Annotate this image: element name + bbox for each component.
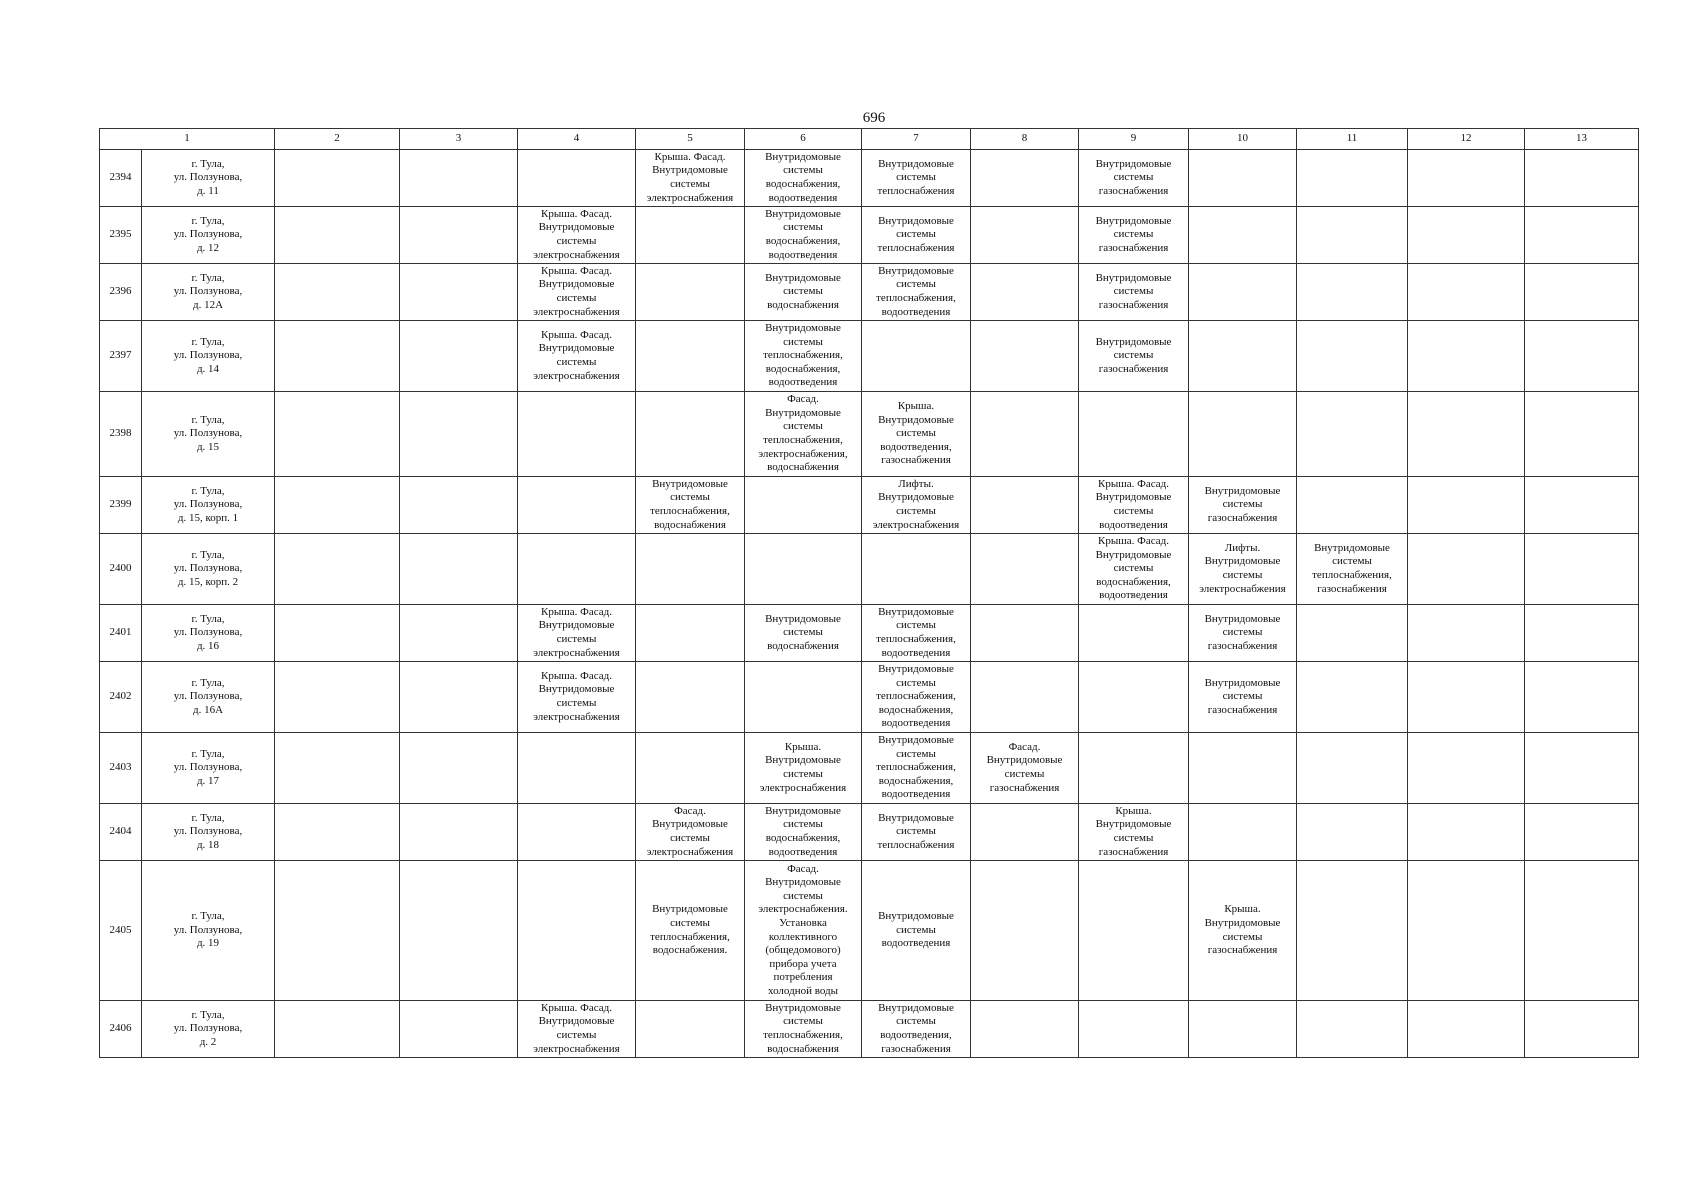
work-text: Внутридомовые системы водоснабжения	[765, 271, 841, 311]
work-cell-c9	[1079, 804, 1189, 861]
row-number: 2399	[100, 477, 142, 534]
work-cell-c8	[971, 605, 1079, 662]
work-cell-c2	[275, 1001, 400, 1058]
work-cell-c11	[1297, 861, 1408, 1001]
work-cell-c11	[1297, 207, 1408, 264]
work-text: Крыша. Фасад. Внутридомовые системы электроснабжения	[533, 1001, 620, 1055]
work-cell-c13	[1525, 605, 1639, 662]
work-cell-c9	[1079, 392, 1189, 477]
work-text: Фасад. Внутридомовые системы электроснабжения. Установка коллективного (общедомового) прибора учета потребления холодной воды	[758, 862, 848, 997]
column-header: 2	[275, 129, 400, 150]
work-text: Внутридомовые системы водоснабжения	[765, 612, 841, 652]
work-text: Внутридомовые системы газоснабжения	[1204, 612, 1281, 652]
work-text: Внутридомовые системы водоснабжения, водоотведения	[765, 150, 841, 204]
work-cell-c8	[971, 477, 1079, 534]
column-header: 13	[1525, 129, 1639, 150]
work-cell-c12	[1408, 605, 1525, 662]
work-text: Крыша. Фасад. Внутридомовые системы электроснабжения	[533, 605, 620, 659]
work-cell-c6	[745, 1001, 862, 1058]
page-number	[0, 109, 1697, 127]
work-cell-c6	[745, 207, 862, 264]
work-text: Лифты. Внутридомовые системы электроснабжения	[1199, 541, 1286, 595]
work-cell-c4	[518, 861, 636, 1001]
work-cell-c11	[1297, 321, 1408, 392]
table-row	[100, 321, 1639, 392]
work-cell-c5	[636, 534, 745, 605]
work-cell-c13	[1525, 733, 1639, 804]
address-text: г. Тула, ул. Ползунова, д. 15	[173, 413, 243, 453]
work-cell-c13	[1525, 534, 1639, 605]
work-text: Фасад. Внутридомовые системы электроснабжения	[646, 804, 734, 858]
work-cell-c9	[1079, 207, 1189, 264]
address-cell	[142, 605, 275, 662]
column-header: 9	[1079, 129, 1189, 150]
column-header: 6	[745, 129, 862, 150]
work-cell-c4	[518, 207, 636, 264]
work-text: Внутридомовые системы газоснабжения	[1095, 271, 1172, 311]
column-header: 12	[1408, 129, 1525, 150]
row-number: 2398	[100, 392, 142, 477]
column-header: 8	[971, 129, 1079, 150]
work-cell-c2	[275, 804, 400, 861]
work-cell-c4	[518, 1001, 636, 1058]
table-row	[100, 392, 1639, 477]
work-cell-c2	[275, 207, 400, 264]
work-cell-c4	[518, 392, 636, 477]
work-cell-c3	[400, 662, 518, 733]
column-header: 7	[862, 129, 971, 150]
address-text: г. Тула, ул. Ползунова, д. 17	[173, 747, 243, 787]
work-text: Крыша. Внутридомовые системы газоснабжения	[1095, 804, 1172, 858]
work-cell-c6	[745, 264, 862, 321]
work-cell-c11	[1297, 804, 1408, 861]
work-cell-c2	[275, 534, 400, 605]
work-cell-c5	[636, 392, 745, 477]
work-cell-c5	[636, 321, 745, 392]
work-cell-c7	[862, 861, 971, 1001]
row-number: 2403	[100, 733, 142, 804]
work-cell-c7	[862, 150, 971, 207]
table-row	[100, 477, 1639, 534]
work-cell-c7	[862, 733, 971, 804]
work-cell-c6	[745, 662, 862, 733]
work-cell-c8	[971, 662, 1079, 733]
row-number: 2402	[100, 662, 142, 733]
work-cell-c8	[971, 392, 1079, 477]
work-cell-c2	[275, 733, 400, 804]
table-row	[100, 1001, 1639, 1058]
work-cell-c13	[1525, 150, 1639, 207]
work-cell-c5	[636, 662, 745, 733]
work-cell-c12	[1408, 534, 1525, 605]
work-cell-c6	[745, 534, 862, 605]
work-cell-c7	[862, 1001, 971, 1058]
work-cell-c6	[745, 392, 862, 477]
work-text: Лифты. Внутридомовые системы электроснабжения	[872, 477, 960, 531]
work-cell-c5	[636, 264, 745, 321]
work-cell-c12	[1408, 150, 1525, 207]
table-row	[100, 207, 1639, 264]
work-cell-c11	[1297, 264, 1408, 321]
address-cell	[142, 477, 275, 534]
address-cell	[142, 392, 275, 477]
work-cell-c3	[400, 605, 518, 662]
work-text: Внутридомовые системы теплоснабжения, водоснабжения, водоотведения	[763, 322, 843, 389]
work-cell-c6	[745, 477, 862, 534]
column-header: 5	[636, 129, 745, 150]
work-cell-c3	[400, 392, 518, 477]
work-cell-c11	[1297, 150, 1408, 207]
work-text: Внутридомовые системы газоснабжения	[1095, 157, 1172, 197]
address-cell	[142, 207, 275, 264]
work-text: Крыша. Фасад. Внутридомовые системы электроснабжения	[646, 150, 734, 204]
work-cell-c3	[400, 733, 518, 804]
work-cell-c13	[1525, 1001, 1639, 1058]
page-number-text: 696	[862, 110, 886, 126]
repair-plan-table	[99, 128, 1639, 1058]
work-cell-c6	[745, 733, 862, 804]
address-text: г. Тула, ул. Ползунова, д. 2	[173, 1008, 243, 1048]
work-cell-c11	[1297, 477, 1408, 534]
work-cell-c10	[1189, 861, 1297, 1001]
work-cell-c3	[400, 1001, 518, 1058]
work-cell-c8	[971, 804, 1079, 861]
work-cell-c11	[1297, 392, 1408, 477]
work-cell-c12	[1408, 321, 1525, 392]
work-cell-c4	[518, 150, 636, 207]
work-cell-c11	[1297, 1001, 1408, 1058]
address-cell	[142, 264, 275, 321]
work-cell-c12	[1408, 861, 1525, 1001]
work-text: Внутридомовые системы водоотведения	[878, 910, 954, 950]
work-cell-c13	[1525, 861, 1639, 1001]
work-cell-c3	[400, 207, 518, 264]
work-text: Внутридомовые системы теплоснабжения, водоотведения	[876, 605, 956, 659]
work-text: Внутридомовые системы теплоснабжения, водоснабжения.	[650, 903, 730, 957]
row-number: 2401	[100, 605, 142, 662]
address-text: г. Тула, ул. Ползунова, д. 11	[173, 157, 243, 197]
work-cell-c7	[862, 392, 971, 477]
work-cell-c8	[971, 264, 1079, 321]
work-cell-c12	[1408, 207, 1525, 264]
work-cell-c5	[636, 605, 745, 662]
work-cell-c13	[1525, 264, 1639, 321]
address-text: г. Тула, ул. Ползунова, д. 14	[173, 335, 243, 375]
address-text: г. Тула, ул. Ползунова, д. 18	[173, 811, 243, 851]
work-cell-c8	[971, 321, 1079, 392]
table-row	[100, 861, 1639, 1001]
work-cell-c2	[275, 321, 400, 392]
column-header: 3	[400, 129, 518, 150]
work-cell-c3	[400, 477, 518, 534]
work-cell-c9	[1079, 477, 1189, 534]
row-number: 2397	[100, 321, 142, 392]
work-cell-c5	[636, 861, 745, 1001]
work-cell-c3	[400, 804, 518, 861]
work-cell-c4	[518, 605, 636, 662]
work-cell-c10	[1189, 605, 1297, 662]
work-text: Крыша. Фасад. Внутридомовые системы электроснабжения	[533, 328, 620, 382]
work-cell-c5	[636, 804, 745, 861]
work-cell-c10	[1189, 321, 1297, 392]
work-cell-c10	[1189, 1001, 1297, 1058]
row-number: 2396	[100, 264, 142, 321]
work-cell-c6	[745, 804, 862, 861]
work-cell-c7	[862, 207, 971, 264]
work-cell-c6	[745, 861, 862, 1001]
work-cell-c13	[1525, 207, 1639, 264]
work-cell-c7	[862, 264, 971, 321]
work-text: Крыша. Фасад. Внутридомовые системы водоотведения	[1095, 477, 1172, 531]
work-cell-c7	[862, 321, 971, 392]
row-number: 2400	[100, 534, 142, 605]
work-cell-c3	[400, 264, 518, 321]
work-cell-c5	[636, 1001, 745, 1058]
work-cell-c13	[1525, 392, 1639, 477]
column-header: 1	[100, 129, 275, 150]
address-cell	[142, 1001, 275, 1058]
work-text: Крыша. Внутридомовые системы электроснабжения	[759, 740, 847, 794]
work-text: Крыша. Фасад. Внутридомовые системы электроснабжения	[533, 207, 620, 261]
work-text: Внутридомовые системы теплоснабжения, газоснабжения	[1312, 541, 1392, 595]
address-cell	[142, 733, 275, 804]
work-cell-c5	[636, 207, 745, 264]
work-cell-c4	[518, 321, 636, 392]
column-header: 10	[1189, 129, 1297, 150]
work-cell-c4	[518, 534, 636, 605]
work-text: Внутридомовые системы теплоснабжения	[877, 157, 955, 197]
work-cell-c2	[275, 662, 400, 733]
work-cell-c13	[1525, 662, 1639, 733]
work-cell-c4	[518, 477, 636, 534]
work-cell-c12	[1408, 662, 1525, 733]
column-header: 4	[518, 129, 636, 150]
table-row	[100, 264, 1639, 321]
address-text: г. Тула, ул. Ползунова, д. 16А	[173, 676, 243, 716]
work-text: Крыша. Внутридомовые системы газоснабжения	[1204, 903, 1281, 957]
row-number: 2394	[100, 150, 142, 207]
work-cell-c6	[745, 321, 862, 392]
work-cell-c10	[1189, 264, 1297, 321]
work-cell-c11	[1297, 534, 1408, 605]
work-cell-c10	[1189, 534, 1297, 605]
work-cell-c5	[636, 150, 745, 207]
work-cell-c10	[1189, 733, 1297, 804]
address-cell	[142, 662, 275, 733]
address-cell	[142, 534, 275, 605]
work-text: Внутридомовые системы газоснабжения	[1204, 676, 1281, 716]
work-cell-c8	[971, 733, 1079, 804]
address-text: г. Тула, ул. Ползунова, д. 16	[173, 612, 243, 652]
work-text: Внутридомовые системы теплоснабжения, водоснабжения, водоотведения	[876, 734, 956, 801]
work-cell-c8	[971, 207, 1079, 264]
work-cell-c4	[518, 733, 636, 804]
work-cell-c10	[1189, 477, 1297, 534]
work-cell-c8	[971, 534, 1079, 605]
work-cell-c8	[971, 1001, 1079, 1058]
address-cell	[142, 321, 275, 392]
work-cell-c4	[518, 662, 636, 733]
table-header-row	[100, 129, 1639, 150]
work-cell-c3	[400, 150, 518, 207]
work-text: Внутридомовые системы теплоснабжения, водоснабжения	[650, 477, 730, 531]
work-cell-c11	[1297, 733, 1408, 804]
work-text: Крыша. Внутридомовые системы водоотведения, газоснабжения	[878, 400, 954, 467]
work-cell-c3	[400, 321, 518, 392]
work-cell-c3	[400, 534, 518, 605]
work-text: Внутридомовые системы теплоснабжения, водоотведения	[876, 264, 956, 318]
work-text: Внутридомовые системы водоотведения, газоснабжения	[878, 1001, 954, 1055]
table-row	[100, 150, 1639, 207]
work-text: Крыша. Фасад. Внутридомовые системы водоснабжения, водоотведения	[1095, 535, 1172, 602]
work-text: Внутридомовые системы теплоснабжения, водоснабжения	[763, 1001, 843, 1055]
work-cell-c2	[275, 392, 400, 477]
work-text: Внутридомовые системы теплоснабжения, водоснабжения, водоотведения	[876, 663, 956, 730]
work-text: Крыша. Фасад. Внутридомовые системы электроснабжения	[533, 669, 620, 723]
work-text: Внутридомовые системы водоснабжения, водоотведения	[765, 207, 841, 261]
work-cell-c11	[1297, 662, 1408, 733]
work-cell-c9	[1079, 605, 1189, 662]
work-text: Внутридомовые системы теплоснабжения	[877, 214, 955, 254]
row-number: 2406	[100, 1001, 142, 1058]
table-body	[100, 129, 1639, 1058]
work-cell-c7	[862, 605, 971, 662]
work-text: Внутридомовые системы газоснабжения	[1095, 335, 1172, 375]
address-cell	[142, 804, 275, 861]
table-row	[100, 733, 1639, 804]
work-cell-c10	[1189, 150, 1297, 207]
work-cell-c10	[1189, 662, 1297, 733]
work-text: Фасад. Внутридомовые системы газоснабжения	[986, 740, 1063, 794]
work-text: Крыша. Фасад. Внутридомовые системы электроснабжения	[533, 264, 620, 318]
address-text: г. Тула, ул. Ползунова, д. 12	[173, 214, 243, 254]
work-cell-c3	[400, 861, 518, 1001]
work-cell-c9	[1079, 321, 1189, 392]
table-row	[100, 662, 1639, 733]
work-cell-c10	[1189, 207, 1297, 264]
work-cell-c13	[1525, 477, 1639, 534]
work-text: Внутридомовые системы газоснабжения	[1095, 214, 1172, 254]
address-text: г. Тула, ул. Ползунова, д. 12А	[173, 271, 243, 311]
work-cell-c11	[1297, 605, 1408, 662]
address-text: г. Тула, ул. Ползунова, д. 19	[173, 910, 243, 950]
row-number: 2395	[100, 207, 142, 264]
work-cell-c5	[636, 733, 745, 804]
work-text: Фасад. Внутридомовые системы теплоснабжения, электроснабжения, водоснабжения	[758, 393, 848, 474]
work-cell-c9	[1079, 1001, 1189, 1058]
work-cell-c8	[971, 861, 1079, 1001]
work-text: Внутридомовые системы водоснабжения, водоотведения	[765, 804, 841, 858]
address-cell	[142, 150, 275, 207]
work-cell-c13	[1525, 804, 1639, 861]
work-cell-c4	[518, 804, 636, 861]
work-cell-c2	[275, 264, 400, 321]
table-row	[100, 804, 1639, 861]
row-number: 2404	[100, 804, 142, 861]
work-cell-c5	[636, 477, 745, 534]
work-cell-c8	[971, 150, 1079, 207]
work-cell-c6	[745, 150, 862, 207]
address-cell	[142, 861, 275, 1001]
work-cell-c9	[1079, 861, 1189, 1001]
work-cell-c12	[1408, 804, 1525, 861]
work-cell-c10	[1189, 804, 1297, 861]
work-cell-c13	[1525, 321, 1639, 392]
work-cell-c9	[1079, 150, 1189, 207]
work-cell-c2	[275, 477, 400, 534]
work-cell-c2	[275, 150, 400, 207]
work-cell-c12	[1408, 392, 1525, 477]
table-row	[100, 605, 1639, 662]
work-cell-c7	[862, 477, 971, 534]
work-cell-c12	[1408, 264, 1525, 321]
work-cell-c9	[1079, 733, 1189, 804]
work-cell-c7	[862, 804, 971, 861]
address-text: г. Тула, ул. Ползунова, д. 15, корп. 1	[173, 484, 243, 524]
work-cell-c4	[518, 264, 636, 321]
work-cell-c12	[1408, 1001, 1525, 1058]
work-text: Внутридомовые системы газоснабжения	[1204, 484, 1281, 524]
work-cell-c6	[745, 605, 862, 662]
work-cell-c2	[275, 605, 400, 662]
work-cell-c7	[862, 662, 971, 733]
work-cell-c9	[1079, 662, 1189, 733]
work-cell-c9	[1079, 264, 1189, 321]
address-text: г. Тула, ул. Ползунова, д. 15, корп. 2	[173, 548, 243, 588]
work-cell-c12	[1408, 733, 1525, 804]
work-text: Внутридомовые системы теплоснабжения	[877, 811, 955, 851]
work-cell-c9	[1079, 534, 1189, 605]
work-cell-c10	[1189, 392, 1297, 477]
work-cell-c2	[275, 861, 400, 1001]
column-header: 11	[1297, 129, 1408, 150]
table-row	[100, 534, 1639, 605]
work-cell-c12	[1408, 477, 1525, 534]
row-number: 2405	[100, 861, 142, 1001]
work-cell-c7	[862, 534, 971, 605]
